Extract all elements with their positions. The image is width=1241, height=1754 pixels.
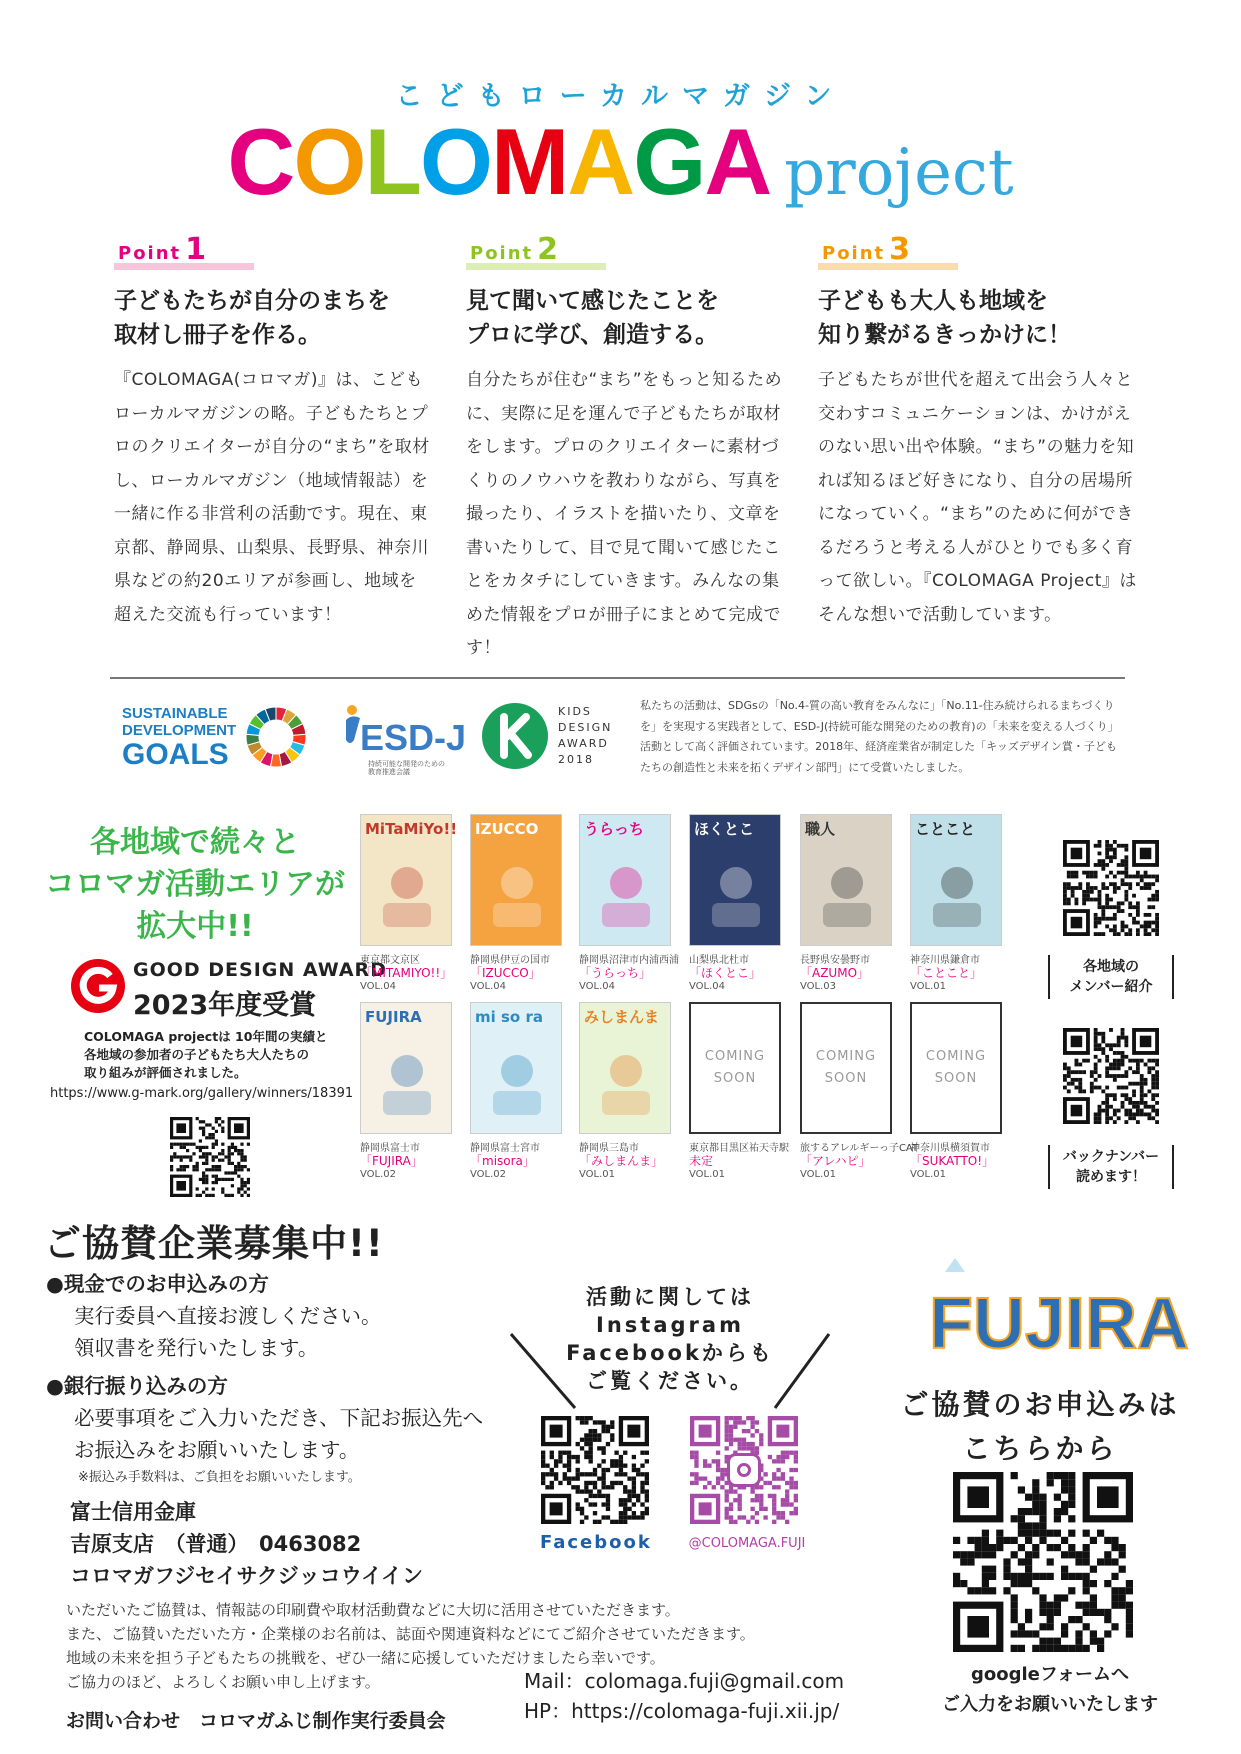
magazine-name: 「うらっち」 [579, 966, 652, 980]
point-label-text: Point [118, 243, 182, 264]
cover-illustration-icon [375, 1049, 439, 1119]
good-design-qr-code[interactable] [170, 1117, 250, 1197]
magazine-place: 山梨県北杜市 [689, 955, 749, 966]
good-design-year: 2023年度受賞 [133, 990, 317, 1021]
expand-heading [30, 822, 360, 948]
header-kana: こどもローカルマガジン [395, 81, 846, 112]
kids-design-award-text [558, 704, 612, 768]
logo-wordmark [227, 109, 770, 214]
magazine-vol: VOL.04 [470, 981, 507, 992]
homepage-url[interactable]: HP：https://colomaga-fuji.xii.jp/ [524, 1699, 840, 1723]
point-heading-line: 知り繋がるきっかけに！ [818, 322, 1071, 348]
cover-illustration-icon [485, 1049, 549, 1119]
cover-illustration-icon [594, 861, 658, 931]
sns-line-1: 活動に関しては [586, 1285, 754, 1309]
thanks-line-1: いただいたご協賛は、情報誌の印刷費や取材活動費などに大切に活用させていただきます。 [66, 1601, 680, 1619]
backnumber-qr-code[interactable] [1063, 1028, 1159, 1124]
fee-note: ※振込み手数料は、ご負担をお願いいたします。 [78, 1470, 361, 1485]
point-label [114, 232, 244, 267]
magazine-card[interactable] [579, 814, 683, 993]
facebook-label[interactable]: Facebook [540, 1532, 652, 1553]
point-2 [466, 232, 786, 666]
facebook-qr-code[interactable] [541, 1416, 649, 1524]
magazine-vol: VOL.01 [910, 981, 947, 992]
contact: お問い合わせ コロマガふじ制作実行委員会 [66, 1710, 446, 1732]
magazine-vol: VOL.01 [910, 1169, 947, 1180]
magazine-name: 「アレハピ」 [800, 1154, 871, 1168]
point-heading [114, 284, 434, 352]
magazine-place: 長野県安曇野市 [800, 955, 870, 966]
magazine-place: 東京都目黒区祐天寺駅 [689, 1143, 789, 1154]
backnumber-line-1: バックナンバー [1062, 1149, 1160, 1165]
expand-line-1: 各地域で続々と [90, 825, 300, 860]
magazine-card[interactable] [910, 814, 1014, 993]
apply-heading [880, 1383, 1200, 1471]
kids-line-4: 2018 [558, 753, 594, 766]
sdgs-logo [122, 705, 236, 771]
fujira-logo-text: FUJIRA [929, 1284, 1190, 1364]
magazine-vol: VOL.04 [689, 981, 726, 992]
magazine-place: 静岡県沼津市内浦西浦 [579, 955, 679, 966]
mail-address[interactable]: Mail：colomaga.fuji@gmail.com [524, 1669, 845, 1693]
sns-line-3: Facebookからも [566, 1341, 774, 1365]
magazine-cover [910, 814, 1002, 946]
point-label [818, 232, 948, 267]
cover-title: うらっち [584, 820, 645, 838]
backnumber-line-2: 読めます！ [1076, 1169, 1146, 1185]
cover-title: ほくとこ [694, 820, 755, 838]
point-heading-line: プロに学び、創造する。 [466, 322, 719, 348]
esd-j-logo [338, 700, 467, 776]
magazine-name: 「IZUCCO」 [470, 966, 541, 980]
cash-line-1: 実行委員へ直接お渡しください。 [74, 1304, 382, 1328]
gd-desc-1: COLOMAGA projectは 10年間の実績と [84, 1029, 328, 1044]
logo-letter: O [419, 109, 491, 214]
magazine-card[interactable] [360, 814, 464, 993]
bank-name: 富士信用金庫 [70, 1500, 196, 1524]
award-description: 私たちの活動は、SDGsの「No.4-質の高い教育をみんなに」「No.11-住み続けられるまちづくりを」を実現する実践者として、ESD-J(持続可能な開発のための教育)の「未来を変える人づくり」活動として高く評価されています。2018年、経済産業省が制定した「キッズデザイン賞・子どもたちの創造性と未来を拓くデザイン部門」にて受賞いたしました。 [640, 699, 1119, 774]
svg-text:ESD-J: ESD-J [360, 717, 467, 758]
cover-illustration-icon [704, 861, 768, 931]
point-label-text: Point [822, 243, 886, 264]
sns-line-2: Instagram [596, 1313, 744, 1337]
magazine-vol: VOL.01 [689, 1169, 726, 1180]
magazine-cover [470, 1002, 562, 1134]
magazine-vol: VOL.01 [579, 1169, 616, 1180]
magazine-card[interactable] [689, 1002, 793, 1181]
logo-letter: G [633, 109, 705, 214]
point-heading-line: 取材し冊子を作る。 [114, 322, 321, 348]
point-label [466, 232, 596, 267]
members-label [1048, 955, 1174, 999]
coming-soon-cover: COMING SOON [689, 1002, 781, 1134]
magazine-vol: VOL.04 [579, 981, 616, 992]
magazine-cover [360, 814, 458, 946]
magazine-cover [360, 1002, 452, 1134]
magazine-place: 神奈川県鎌倉市 [910, 955, 980, 966]
colomaga-logo [0, 108, 1241, 216]
coming-soon-cover: COMING SOON [800, 1002, 892, 1134]
bank-info [70, 1496, 423, 1592]
magazine-cover [800, 814, 892, 946]
cover-illustration-icon [375, 861, 439, 931]
magazine-name: 「AZUMO」 [800, 966, 870, 980]
point-3 [818, 232, 1138, 632]
cover-illustration-icon [594, 1049, 658, 1119]
apply-line-1: ご協賛のお申込みは [900, 1388, 1180, 1421]
magazine-place: 静岡県富士宮市 [470, 1143, 540, 1154]
magazine-place: 東京都文京区 [360, 955, 420, 966]
gd-desc-2: 各地域の参加者の子どもたち大人たちの [84, 1047, 310, 1062]
bank-line-2: お振込みをお願いいたします。 [74, 1438, 360, 1462]
instagram-label[interactable]: @COLOMAGA.FUJI [688, 1536, 806, 1551]
point-number: 2 [537, 232, 561, 267]
point-number: 3 [889, 232, 913, 267]
divider [110, 677, 1125, 679]
magazine-name: 「SUKATTO!」 [910, 1154, 995, 1168]
kids-design-award-icon [480, 701, 550, 771]
sdgs-line-2: DEVELOPMENT [122, 722, 237, 739]
members-line-1: 各地域の [1083, 959, 1139, 975]
logo-letter: O [293, 109, 365, 214]
magazine-cover [579, 1002, 671, 1134]
cover-illustration-icon [815, 861, 879, 931]
magazine-card[interactable] [689, 814, 793, 993]
cover-title: みしまんま [584, 1008, 660, 1026]
good-design-desc [84, 1028, 327, 1082]
contact-links [524, 1666, 844, 1726]
apply-line-2: こちらから [962, 1432, 1118, 1465]
cover-title: IZUCCO [475, 820, 539, 838]
cash-line-2: 領収書を発行いたします。 [74, 1336, 319, 1360]
point-body: 自分たちが住む“まち”をもっと知るために、実際に足を運んで子どもたちが取材をします。プロのクリエイターに素材づくりのノウハウを教わりながら、写真を撮ったり、イラストを描いたり、文章を書いたりして、目で見て聞いて感じたことをカタチにしていきます。みんなの集めた情報をプロが冊子にまとめて完成です！ [466, 370, 783, 658]
cover-illustration-icon [925, 861, 989, 931]
magazine-place: 旅するアレルギーっ子CAT [800, 1143, 919, 1154]
google-form-qr-code[interactable] [953, 1472, 1133, 1652]
good-design-url[interactable]: https://www.g-mark.org/gallery/winners/18391 [50, 1086, 354, 1101]
bank-line-1: 必要事項をご入力いただき、下記お振込先へ [74, 1406, 484, 1430]
kids-line-2: DESIGN [558, 721, 613, 734]
form-line-2: ご入力をお願いいたします [942, 1694, 1158, 1715]
cover-title: ことこと [915, 820, 976, 838]
instagram-icon [727, 1453, 761, 1487]
point-body: 子どもたちが世代を超えて出会う人々と交わすコミュニケーションは、かけがえのない思い出や体験。“まち”の魅力を知れば知るほど好きになり、自分の居場所になっていく。“まち”のために何ができるだろうと考える人がひとりでも多く育って欲しい。『COLOMAGA Project』はそんな想いで活動しています。 [818, 370, 1137, 625]
coming-soon-cover: COMING SOON [910, 1002, 1002, 1134]
kids-line-3: AWARD [558, 737, 609, 750]
expand-line-3: 拡大中!! [136, 909, 254, 944]
fujira-logo-icon [925, 1258, 1190, 1364]
logo-letter: A [567, 109, 634, 214]
magazine-card[interactable] [910, 1002, 1014, 1181]
magazine-place: 神奈川県横須賀市 [910, 1143, 990, 1154]
logo-letter: M [490, 109, 568, 214]
members-qr-code[interactable] [1063, 840, 1159, 936]
sponsor-title: ご協賛企業募集中!! [44, 1222, 384, 1265]
magazine-card[interactable] [470, 1002, 574, 1181]
bank-heading: ●銀行振り込みの方 [46, 1374, 228, 1398]
members-line-2: メンバー紹介 [1069, 979, 1153, 995]
cover-title: MiTaMiYo!! [365, 820, 458, 838]
magazine-name: 「ことこと」 [910, 966, 983, 980]
bank-branch: 吉原支店 （普通） 0463082 [70, 1532, 362, 1556]
magazine-place: 静岡県三島市 [579, 1143, 639, 1154]
thanks-line-2: また、ご協賛いただいた方・企業様のお名前は、誌面や関連資料などにてご紹介させていただきます。 [66, 1625, 755, 1643]
point-heading [466, 284, 786, 352]
magazine-cover [579, 814, 671, 946]
point-heading-line: 見て聞いて感じたことを [466, 288, 719, 314]
fujira-logo [925, 1258, 1190, 1364]
magazine-vol: VOL.04 [360, 981, 397, 992]
thanks-line-3: 地域の未来を担う子どもたちの挑戦を、ぜひ一緒に応援していただけましたら幸いです。 [66, 1649, 665, 1667]
magazine-cover [470, 814, 562, 946]
cover-title: mi so ra [475, 1008, 543, 1026]
magazine-name: 「misora」 [470, 1154, 535, 1168]
magazine-vol: VOL.02 [360, 1169, 397, 1180]
magazine-name: 「みしまんま」 [579, 1154, 664, 1168]
magazine-vol: VOL.01 [800, 1169, 837, 1180]
magazine-card[interactable] [579, 1002, 683, 1181]
magazine-name: 「FUJIRA」 [360, 1154, 423, 1168]
point-label-text: Point [470, 243, 534, 264]
point-heading-line: 子どもたちが自分のまちを [114, 288, 390, 314]
form-line-1: googleフォームへ [971, 1664, 1129, 1685]
bank-account: コロマガフジセイサクジッコウイイン [70, 1564, 424, 1588]
point-number: 1 [185, 232, 209, 267]
magazine-place: 静岡県伊豆の国市 [470, 955, 550, 966]
magazine-card[interactable] [360, 1002, 464, 1181]
expand-line-2: コロマガ活動エリアが [45, 867, 345, 902]
thanks-line-4: ご協力のほど、よろしくお願い申し上げます。 [66, 1673, 380, 1691]
point-heading-line: 子どもも大人も地域を [818, 288, 1048, 314]
sdgs-wheel-icon [245, 706, 307, 768]
point-body: 『COLOMAGA(コロマガ)』は、こどもローカルマガジンの略。子どもたちとプロのクリエイターが自分の“まち”を取材し、ローカルマガジン（地域情報誌）を一緒に作る非営利の活動です。現在、東京都、静岡県、山梨県、長野県、神奈川県などの約20エリアが参画し、地域を超えた交流も行っています！ [114, 370, 430, 625]
logo-project: project [784, 136, 1014, 210]
sns-text [540, 1283, 800, 1395]
good-design-icon [70, 958, 126, 1014]
point-1 [114, 232, 434, 632]
sdgs-line-1: SUSTAINABLE [122, 705, 228, 722]
sns-line-4: ご覧ください。 [586, 1369, 754, 1393]
gd-desc-3: 取り組みが評価されました。 [84, 1065, 247, 1080]
magazine-card[interactable] [800, 814, 904, 993]
sponsor-methods [46, 1268, 483, 1466]
magazine-name: 「ほくとこ」 [689, 966, 762, 980]
backnumber-label [1048, 1145, 1174, 1189]
magazine-place: 静岡県富士市 [360, 1143, 420, 1154]
magazine-cover [689, 814, 781, 946]
magazine-vol: VOL.02 [470, 1169, 507, 1180]
magazine-name: 「MITAMIYO!!」 [360, 966, 453, 980]
esd-sub: 持続可能な開発のための教育推進会議 [368, 760, 445, 776]
magazine-card[interactable] [470, 814, 574, 993]
logo-letter: A [704, 109, 771, 214]
logo-letter: C [227, 109, 294, 214]
cover-title: 職人 [805, 820, 836, 838]
cover-title: FUJIRA [365, 1008, 422, 1026]
cash-heading: ●現金でのお申込みの方 [46, 1272, 269, 1296]
kids-line-1: KIDS [558, 705, 592, 718]
magazine-vol: VOL.03 [800, 981, 837, 992]
magazine-name: 未定 [689, 1154, 714, 1168]
magazine-card[interactable] [800, 1002, 919, 1181]
form-text [910, 1660, 1190, 1720]
sdgs-line-3: GOALS [122, 738, 229, 771]
cover-illustration-icon [485, 861, 549, 931]
good-design-title: GOOD DESIGN AWARD [133, 959, 387, 981]
point-heading [818, 284, 1138, 352]
logo-letter: L [364, 109, 420, 214]
